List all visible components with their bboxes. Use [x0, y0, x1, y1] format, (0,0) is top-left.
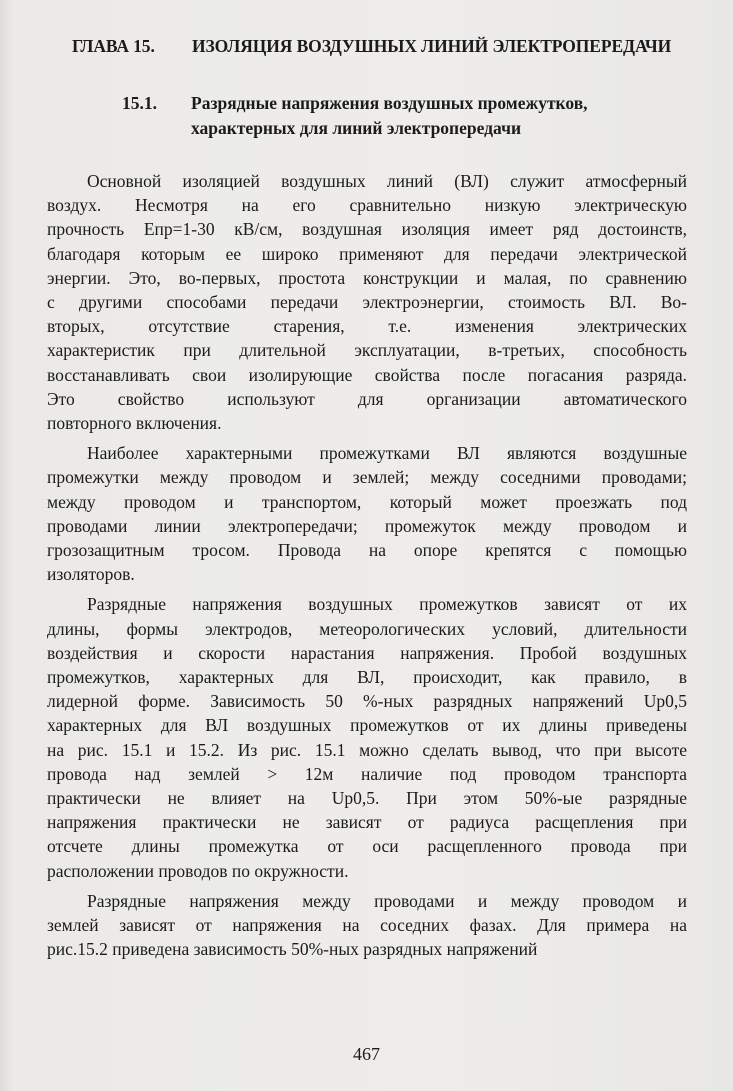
paragraph-line: отсчете длины промежутка от оси расщепленного провода при [47, 836, 687, 857]
paragraph-line: Разрядные напряжения между проводами и между проводом и [87, 890, 687, 911]
paragraph-line: практически не влияет на Uр0,5. При этом 50%-ые разрядные [47, 788, 687, 809]
paragraph-line: длины, формы электродов, метеорологических условий, длительности [47, 618, 687, 639]
paragraph-line: напряжения практически не зависят от радиуса расщепления при [47, 812, 687, 833]
paragraph [47, 441, 687, 586]
paragraph-line: восстанавливать свои изолирующие свойства после погасания разряда. [47, 364, 687, 385]
paragraph-line: Наиболее характерными промежутками ВЛ являются воздушные [87, 443, 687, 464]
page-number: 467 [353, 1044, 380, 1064]
paragraph-line: лидерной форме. Зависимость 50 %-ных разрядных напряжений Uр0,5 [47, 691, 687, 712]
paragraph-line: землей зависят от напряжения на соседних фазах. Для примера на [47, 915, 687, 936]
paragraph-line: прочность Eпр=1-30 кВ/см, воздушная изоляция имеет ряд достоинств, [47, 219, 687, 240]
paragraph-line: характеристик при длительной эксплуатации, в-третьих, способность [47, 340, 687, 361]
chapter-heading [72, 36, 702, 57]
paragraph-line: изоляторов. [47, 564, 135, 585]
paragraph-line: рис.15.2 приведена зависимость 50%-ных разрядных напряжений [47, 939, 538, 960]
paragraph-line: промежутки между проводом и землей; между соседними проводами; [47, 467, 687, 488]
paragraph-line: воздействия и скорости нарастания напряжения. Пробой воздушных [47, 642, 687, 663]
body-text [47, 169, 687, 962]
paragraph [47, 592, 687, 882]
paragraph-line: характерных для ВЛ воздушных промежутков от их длины приведены [47, 715, 687, 736]
section-heading [122, 91, 702, 141]
paragraph-line: грозозащитным тросом. Провода на опоре крепятся с помощью [47, 540, 687, 561]
section-number: 15.1. [122, 93, 157, 113]
chapter-title: ИЗОЛЯЦИЯ ВОЗДУШНЫХ ЛИНИЙ ЭЛЕКТРОПЕРЕДАЧИ [192, 36, 672, 56]
section-title-line-2: характерных для линий электропередачи [191, 118, 522, 138]
paragraph-line: энергии. Это, во-первых, простота конструкции и малая, по сравнению [47, 267, 687, 288]
paragraph-line: расположении проводов по окружности. [47, 860, 349, 881]
section-title [191, 91, 702, 141]
section-title-line-1: Разрядные напряжения воздушных промежутков, [191, 93, 588, 113]
paragraph-line: Основной изоляцией воздушных линий (ВЛ) служит атмосферный [87, 171, 687, 191]
paragraph-line: с другими способами передачи электроэнергии, стоимость ВЛ. Во- [47, 292, 687, 313]
paragraph-line: повторного включения. [47, 413, 222, 434]
paragraph-line: благодаря которым ее широко применяют для передачи электрической [47, 243, 687, 264]
paragraph-line: на рис. 15.1 и 15.2. Из рис. 15.1 можно сделать вывод, что при высоте [47, 739, 687, 760]
paragraph [47, 889, 687, 962]
chapter-number: ГЛАВА 15. [72, 36, 155, 56]
paragraph-line: Разрядные напряжения воздушных промежутков зависят от их [87, 594, 687, 615]
paragraph-line: вторых, отсутствие старения, т.е. изменения электрических [47, 316, 687, 337]
paragraph-line: проводами линии электропередачи; промежуток между проводом и [47, 515, 687, 536]
paragraph-line: между проводом и транспортом, который может проезжать под [47, 491, 687, 512]
paragraph-line: воздух. Несмотря на его сравнительно низкую электрическую [47, 195, 687, 216]
paragraph [47, 169, 687, 435]
paragraph-line: промежутков, характерных для ВЛ, происходит, как правило, в [47, 667, 687, 688]
paragraph-line: провода над землей > 12м наличие под проводом транспорта [47, 763, 687, 784]
paragraph-line: Это свойство используют для организации автоматического [47, 388, 687, 409]
